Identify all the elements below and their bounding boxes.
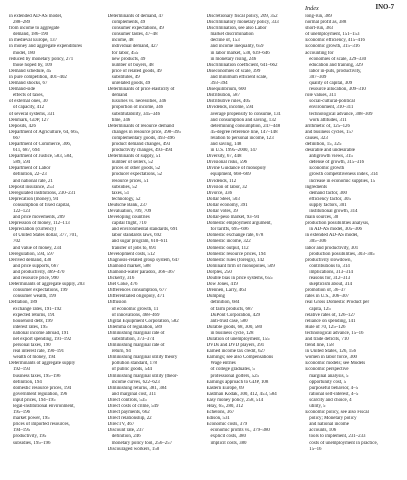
index-entry: Developing countries	[107, 215, 150, 221]
index-entry: for labor, 455	[111, 50, 139, 56]
index-entry: 702	[13, 239, 21, 245]
index-entry: 589, 594	[13, 160, 31, 166]
index-entry: Department of Agriculture, 64, 665,	[9, 129, 80, 135]
index-entry: Direct relationship, 22	[107, 416, 152, 422]
index-entry: of public goods, 544	[111, 367, 152, 373]
index-entry: productivity changes, 493–494	[111, 148, 173, 154]
index-entry: and minimum efficient scale,	[210, 74, 268, 80]
index-entry: in extended AD-AS model,	[9, 14, 63, 19]
index-entry: Diffusion	[107, 300, 127, 306]
index-entry: Development costs, 512	[107, 251, 155, 257]
index-entry: Diminishing marginal utility (theor-	[107, 373, 179, 379]
index-entry: 15–16	[309, 446, 322, 452]
index-entry: Diminishing marginal rate of	[107, 343, 165, 349]
index-entry: professional golfers, 525	[210, 373, 259, 379]
index-entry: consumption of fixed capital,	[13, 202, 71, 208]
index-entry: reduced by monetary policy, 271	[9, 56, 74, 62]
index-entry: for tariffs, 695–696	[210, 227, 249, 233]
index-entry: skepticism about, 314	[309, 282, 353, 288]
index-entry: Economic models; see Models	[305, 361, 366, 367]
index-entry: accounting for	[305, 50, 334, 56]
index-entry: in monetary rising, 246	[210, 56, 257, 62]
index-entry: 611, 687, 694	[13, 148, 40, 154]
index-entry: Diseconomies of scale, 399	[206, 68, 261, 74]
index-entry: resource prices, 51	[111, 178, 149, 184]
index-entry: trend line, 158	[305, 343, 334, 349]
index-entry: and income inequality, 659	[210, 44, 264, 50]
index-entry: 305–306	[309, 239, 327, 245]
index-entry: purposeful behavior, 4–5	[309, 385, 359, 391]
index-entry: Direct costs of crime, 549	[107, 404, 159, 409]
index-entry: DuPont Corporation, 429	[210, 312, 261, 318]
index-entry: individual demand, 427	[111, 44, 159, 50]
index-entry: marginal analysis, 5	[309, 373, 349, 379]
index-entry: taxes, 51	[111, 190, 130, 196]
index-entry: prices of imported resources,	[13, 422, 70, 428]
index-entry: substitutability, 345–346	[111, 111, 161, 117]
index-entry: demand	[111, 93, 128, 99]
index-entry: domestic resource prices, 194	[13, 385, 72, 391]
index-entry: pollution standard, 178	[111, 361, 157, 367]
index-entry: resource allocation, 309–310	[309, 87, 366, 93]
index-entry: of college graduates, 5	[210, 367, 255, 373]
index-entry: short-run, 383	[305, 26, 333, 32]
index-entry: Discount rate, 237	[107, 428, 144, 434]
index-entry: Digital Equipment Corporation, 582	[107, 318, 179, 324]
index-entry: relation to personal income, 123	[210, 135, 274, 141]
index-entry: Diminishing marginal utility theory	[107, 355, 178, 361]
index-entry: from income to aggregate	[9, 26, 60, 32]
index-entry: Dollar economy, 391	[206, 202, 248, 208]
index-entry: Double bias in price systems, 655	[206, 276, 273, 282]
index-entry: arithmetic of, 125–126	[305, 123, 350, 129]
index-entry: causes, 323	[305, 135, 328, 141]
index-entry: supply factors, 301	[309, 202, 347, 208]
index-entry: long-run, 389	[305, 14, 332, 19]
page-number: INO-7	[375, 4, 394, 11]
index-entry: Easy money policy, 258, 514	[206, 397, 264, 403]
index-entry: Deposits, 426	[9, 123, 36, 129]
index-entry: consumer wealth, 199	[13, 294, 57, 300]
index-entry: substitutes, 49	[111, 74, 140, 80]
index-entry: work attitudes, 311	[309, 117, 347, 123]
index-entry: number of buyers, 48	[111, 62, 154, 68]
index-entry: monetary policy tool, 256–257	[111, 440, 173, 446]
index-entry: substitution, 373–374	[111, 336, 155, 342]
index-entry: definition, 684	[210, 300, 240, 306]
index-entry: Divine Guidance of monopoly	[206, 166, 267, 172]
index-entry: Divisional risks, 596	[206, 160, 248, 166]
index-entry: new products, 49	[111, 56, 146, 62]
index-entry: environment, 310–311	[309, 105, 354, 111]
index-entry: main sources, 30	[305, 215, 339, 221]
index-entry: and price supports, 667	[13, 263, 59, 269]
index-entry: Eastern Europe, 69	[206, 385, 244, 391]
index-entry: producer expectations, 52	[111, 172, 163, 178]
index-entry: Earnings approach to GDP, 108	[206, 379, 269, 385]
index-entry: of farm products, 687	[210, 306, 253, 312]
index-entry: Diminishing returns, 381, 384	[107, 385, 167, 391]
index-entry: of external ones, 30	[9, 99, 48, 105]
index-entry: input prices, 194–195	[13, 397, 56, 403]
index-entry: Dow Jones, 419	[206, 282, 238, 288]
index-entry: effects of taxes,	[13, 93, 44, 99]
index-entry: in pure competition, 401–402	[9, 74, 67, 80]
index-entry: market discrimination	[210, 32, 254, 38]
index-entry: of United States dollar, 377, 701,	[13, 233, 78, 239]
index-entry: reasons for, 312–313	[309, 276, 351, 282]
index-entry: Dollar votes, 39	[206, 209, 238, 214]
index-entry: household debt, 199	[13, 318, 53, 324]
index-entry: Determinants of demand, 47	[107, 14, 164, 19]
index-entry: exchange rates, 191–192	[13, 306, 62, 312]
index-entry: Dorples, 250	[206, 269, 232, 275]
index-entry: and marginal cost, 311	[111, 391, 157, 397]
index-entry: Domestic income, 322	[206, 239, 251, 245]
index-entry: Diamond-water paradox, 366–367	[107, 269, 175, 275]
index-entry: definition, 246	[111, 434, 141, 440]
index-entry: and national income	[309, 422, 349, 428]
index-entry: Dollar-peso market, 93–94	[206, 215, 259, 221]
index-entry: Drennen, Larry, 463	[206, 288, 247, 294]
index-entry: labor in-puts, productivity,	[309, 68, 362, 74]
index-entry: product demand changes, 493	[111, 141, 171, 147]
index-entry: Determinants of price elasticity of	[107, 87, 175, 93]
index-entry: of several systems, 331	[9, 111, 55, 117]
index-entry: Deutsche Bank, 237	[107, 202, 148, 208]
index-entry: economies of scale, 329–330	[309, 56, 367, 62]
index-entry: Dilemma of regulation, 589	[107, 324, 163, 330]
index-entry: of economic growth, 11	[111, 306, 159, 312]
index-entry: Discretionary fiscal policy, 209, 352	[206, 14, 278, 19]
index-entry: in money and aggregate expenditures	[9, 44, 83, 50]
index-entry: 192–193	[13, 367, 31, 373]
index-column-2	[108, 14, 202, 476]
index-entry: 122–123	[13, 209, 31, 214]
index-entry: model, 180	[13, 50, 36, 56]
index-entry: desirable and undesirable	[305, 148, 355, 154]
index-entry: technological advance, 308–309	[309, 111, 373, 117]
index-entry: Demand schedule, 45	[9, 68, 52, 74]
index-entry: Distribution, 587	[206, 93, 240, 99]
index-entry: those hoped by, 109	[13, 62, 53, 68]
index-entry: Domestic employment argument,	[206, 221, 272, 227]
index-entry: Department of Commerce, 306,	[9, 141, 72, 147]
index-entry: Determinants of resource demand	[107, 123, 174, 129]
index-entry: in U.S. 1995–2000, 147	[210, 148, 258, 154]
index-entry: Demand-side	[9, 87, 36, 93]
index-entry: costs of unemployment in practice,	[309, 440, 378, 446]
index-entry: Wage entries	[210, 361, 236, 367]
index-entry: reliance on spending, 141	[305, 318, 356, 324]
index-entry: and price movements, 209	[13, 215, 65, 221]
index-entry: labor and productivity, 301	[305, 245, 359, 251]
index-entry: efficiency factor, 305	[309, 196, 351, 202]
index-entry: 194–195	[13, 428, 31, 434]
index-entry: policy; Monetary policy	[309, 416, 357, 422]
index-entry: women in labor force, 300	[305, 355, 357, 361]
index-entry: Derived demand, 430	[9, 257, 52, 263]
index-entry: Depreciation (currency)	[9, 227, 56, 233]
index-entry: in business cycle, 128	[210, 330, 254, 336]
index-entry: Economic perspective	[305, 367, 349, 373]
index-entry: antigrowth views, 315	[309, 154, 353, 160]
index-entry: number of sellers, 52	[111, 160, 154, 166]
index-entry: Dickerly, 316	[107, 276, 135, 282]
index-entry: 393–394	[210, 81, 228, 87]
index-entry: equipment, 668–669	[210, 172, 251, 178]
index-entry: Discouraged workers, 150	[107, 446, 160, 452]
index-entry: and sugar program, 610–611	[111, 239, 168, 245]
index-entry: in medieval Europe, 137	[9, 38, 58, 44]
index-entry: and consumption and saving, 132	[210, 117, 277, 123]
index-entry: Economic efficiency, 415–416	[305, 38, 366, 44]
index-entry: Economic costs, 379	[206, 422, 248, 428]
index-entry: prices of other goods, 52	[111, 166, 161, 172]
index-entry: Department of Labor	[9, 166, 51, 172]
index-entry: economic profits vs., 379–380	[210, 428, 270, 434]
index-entry: Direct payments, 662	[107, 410, 150, 416]
index-entry: Diminishing marginal rate of	[107, 330, 165, 336]
index-entry: Earnings; see also Compensations	[206, 355, 274, 361]
index-entry: eBay, 65, 280, 312	[206, 404, 244, 409]
index-entry: in extended AD-AS model,	[305, 233, 359, 239]
index-entry: Denmark, GDP, 127	[9, 117, 49, 123]
index-entry: implicit costs, 380	[210, 440, 247, 446]
index-entry: Dividends, income, 594	[206, 105, 254, 111]
index-entry: normal profit as, 388	[305, 20, 347, 26]
index-entry: unrelated goods, 49	[111, 81, 151, 87]
index-entry: definition, 194	[13, 379, 42, 385]
index-entry: Discrimination, see also Labor	[206, 26, 267, 32]
index-entry: Determinants of aggregate supply, 203	[9, 282, 85, 288]
index-entry: Domestic resource prices, 194	[206, 251, 266, 257]
index-entry: in United States, 126, 156	[305, 349, 357, 355]
index-entry: Determinants of aggregate supply	[9, 361, 76, 367]
index-entry: consumer tastes, 47–48	[111, 32, 158, 38]
index-entry: complements, 49	[111, 20, 146, 26]
index-entry: of innovations, 468–469	[111, 312, 160, 318]
index-entry: tools to implement, 231–233	[309, 434, 366, 440]
index-entry: Department of Justice, 583, 584,	[9, 154, 73, 160]
index-entry: and business cycles, 157	[305, 129, 354, 135]
index-entry: Durable goods, 68, 300, 580	[206, 324, 263, 330]
index-entry: Division of labor, 32	[206, 184, 248, 190]
index-entry: Dividends, 112	[206, 178, 237, 184]
index-column-1	[9, 14, 103, 476]
index-entry: scarcity and choice, 4	[309, 397, 352, 403]
index-entry: return, 94	[111, 349, 131, 355]
index-entry: Echelons, 367	[206, 410, 235, 416]
index-entry: Diamond market, 588	[107, 263, 151, 269]
index-entry: income curves, 622–623	[111, 379, 160, 385]
index-entry: average propensity to consume, 131	[210, 111, 281, 117]
index-entry: Rule of 70, 125–126	[305, 324, 346, 330]
index-entry: and productivity, 469–470	[13, 269, 65, 275]
index-entry: Diversity, 67, 448	[206, 154, 242, 160]
index-entry: anti-trust case, 580	[210, 318, 248, 324]
index-entry: in labor market, 538, 639–646	[210, 50, 270, 56]
index-entry: and resource price, 990	[13, 276, 59, 282]
index-entry: 288–289	[13, 20, 31, 26]
index-entry: capita, 125	[309, 306, 331, 312]
index-entry: net export spending, 191–192	[13, 336, 72, 342]
index-entry: complementary goods, 493–496	[111, 135, 175, 141]
index-entry: proportion of income, 346	[111, 105, 164, 111]
index-entry: Dollar Steel, 503	[206, 196, 240, 202]
index-entry: and environmental standards, 691	[111, 227, 178, 233]
index-entry: Deprecation (money), 94	[9, 196, 59, 202]
index-entry: and national rate, 21	[13, 178, 53, 184]
index-entry: determining consumption, 247–448	[210, 123, 281, 129]
index-entry: defense of growth, 315–316	[309, 160, 365, 166]
index-entry: explicit costs, 380	[210, 434, 246, 440]
index-entry: national income abroad, 191	[13, 330, 69, 336]
index-column-4	[305, 14, 399, 476]
index-entry: social-cultural-political	[309, 99, 355, 105]
index-entry: Disequilibrium, 600	[206, 87, 246, 93]
index-entry: Deposit insurance, 253	[9, 184, 54, 190]
index-entry: Domestic exchange rate, 678	[206, 233, 264, 239]
index-entry: government regulation, 196	[13, 391, 68, 397]
index-entry: Direct controls, 535	[107, 397, 147, 403]
index-entry: and trade deficits, 710	[305, 336, 349, 342]
index-entry: Edison, 531	[206, 416, 230, 422]
index-entry: demand, 186–190	[13, 32, 49, 38]
index-entry: Deregulation, 594, 597	[9, 251, 55, 257]
index-entry: business taxes, 195–196	[13, 373, 61, 379]
index-entry: definition, 22–23	[13, 172, 47, 178]
index-entry: technological advance, 15–16	[305, 330, 364, 336]
index-entry: market power, 195	[13, 416, 50, 422]
index-entry: Diet Coke, 476	[107, 282, 138, 288]
index-entry: 45-degree reference line, 147–148	[210, 129, 278, 135]
index-entry: real Gross Domestic Product per	[305, 300, 370, 306]
index-entry: Differences consumption, 677	[107, 288, 167, 294]
index-entry: Domestic rules (foreign), 142	[206, 257, 265, 263]
index-entry: and saving, 148	[210, 141, 242, 147]
index-entry: production possibilities analysis,	[305, 221, 370, 227]
index-entry: Deregulated institutions, 230–231	[9, 190, 76, 196]
index-entry: rates in U.S., 306–307	[305, 294, 349, 300]
index-entry: of unemployment, 151–153	[305, 32, 360, 38]
index-entry: DirecTV, 467	[107, 422, 135, 428]
index-entry: education and training, 329	[309, 62, 363, 68]
index-entry: and value of money, 234	[13, 245, 62, 251]
index-entry: in AD-AS model, 305–306	[309, 227, 362, 233]
index-entry: Determinants of supply, 51	[107, 154, 161, 160]
index-column-3	[207, 14, 301, 476]
index-entry: Discriminatory monetary policy, 333	[206, 20, 279, 26]
index-entry: definition, 15, 325	[305, 141, 342, 147]
index-entry: ingredients	[305, 184, 327, 190]
index-entry: Demand shocks, 67	[9, 81, 48, 87]
index-entry: real interest rate, 190–191	[13, 349, 65, 355]
index-entry: production possibilities, 303–305	[309, 251, 375, 257]
index-entry: DVDs and DVD players, 391	[206, 343, 265, 349]
index-entry: rational self-interest, 4–5	[309, 391, 359, 397]
index-entry: Economic policy, see also Fiscal	[305, 410, 369, 416]
index-entry: growth competitiveness index, 314	[309, 172, 378, 178]
index-entry: technology, 52	[111, 196, 141, 202]
index-entry: productivity, 195	[13, 434, 47, 440]
index-entry: subsidies, 52	[111, 184, 138, 190]
index-entry: Divorce, 336	[206, 190, 233, 196]
index-entry: income, 48	[111, 38, 134, 44]
index-entry: capital flight, 710	[111, 221, 147, 227]
index-entry: Distributive rules, 405	[206, 99, 251, 105]
index-entry: personal taxes, 190	[13, 343, 51, 349]
index-entry: consumer expectations, 49	[111, 26, 164, 32]
index-entry: changes in resource price, 398–395	[111, 129, 181, 135]
index-entry: Dumping	[206, 294, 225, 300]
index-entry: Dominant firm of monopolies, 509	[206, 263, 275, 269]
index-entry: utility, 5	[309, 404, 326, 409]
index-entry: Devaluation, 709, 709	[107, 209, 152, 214]
index-entry: Earned income tax credit, 627	[206, 349, 266, 355]
index-entry: consumer expectations, 199	[13, 288, 68, 294]
index-columns	[9, 14, 399, 476]
index-entry: Deflation, 189	[9, 300, 38, 306]
index-entry: transfer of jobs to, 691	[111, 245, 157, 251]
index-entry: subsidies, 195–196	[13, 440, 51, 446]
index-entry: contributions to, 314	[309, 263, 350, 269]
index-entry: 195–196	[13, 410, 31, 416]
index-entry: relative rates of, 126–127	[305, 312, 356, 318]
index-entry: Domestic output, 112	[206, 245, 249, 251]
index-entry: time, 346	[111, 117, 131, 123]
index-entry: demand factor, 300	[309, 190, 347, 196]
index-entry: Eastman Kodak, 300, 412, 453, 584	[206, 391, 277, 397]
index-entry: productivity slowdown,	[305, 257, 352, 263]
index-entry: Diagnosis-related group system, 647	[107, 257, 180, 263]
index-entry: Differentiated oligopoly, 471	[107, 294, 165, 300]
index-entry: expected returns, 191	[13, 312, 55, 318]
index-entry: decline of, 153	[210, 38, 240, 44]
index-entry: luxuries vs. necessities, 346	[111, 99, 167, 105]
index-entry: Economic growth, 315–316	[305, 44, 360, 50]
index-entry: increase in economic supplies, 15	[309, 178, 376, 184]
index-entry: Discrimination coefficient, 641–662	[206, 62, 278, 68]
index-entry: of capacity, 412	[13, 105, 45, 111]
index-entry: wealth of money, 194	[13, 355, 56, 361]
index-entry: institutional growth, 314	[309, 209, 358, 214]
index-entry: implications, 313–314	[309, 269, 353, 275]
index-entry: opportunity cost, 5	[309, 379, 347, 385]
index-entry: Depression of money, 112–113	[9, 221, 70, 227]
index-entry: labor standards laws, 692	[111, 233, 162, 239]
index-entry: interest rates, 195	[13, 324, 48, 330]
index-entry: price of related goods, 49	[111, 68, 162, 74]
index-entry: 307–309	[309, 74, 327, 80]
index-entry: role values, 311	[305, 93, 337, 99]
running-head-label: Index	[305, 5, 319, 12]
index-entry: Economic growth	[309, 166, 345, 172]
index-entry: legal-institutional environment,	[13, 404, 75, 409]
index-entry: accounts, 106	[309, 428, 337, 434]
index-entry: promotion of, 36–37	[305, 288, 346, 294]
index-entry: Duration of unemployment, 155	[206, 336, 270, 342]
index-entry: 667	[13, 135, 21, 141]
index-entry: quality of capital, 309	[309, 81, 353, 87]
